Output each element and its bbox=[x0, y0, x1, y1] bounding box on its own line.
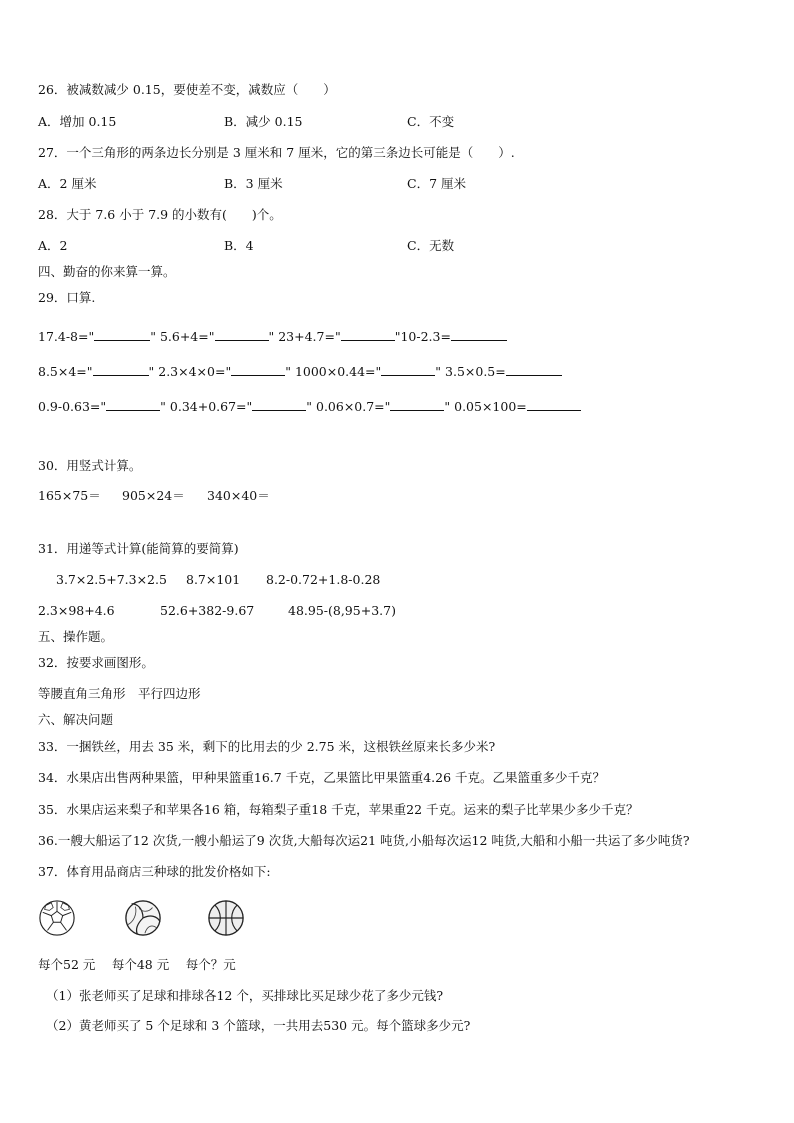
q31-r1-item-3: 8.2-0.72+1.8-0.28 bbox=[266, 572, 381, 587]
q29-r3-item4: " 0.05×100= bbox=[444, 399, 527, 414]
q27-option-a: A．2 厘米 bbox=[38, 176, 97, 191]
question-32-title: 32．按要求画图形。 bbox=[38, 655, 154, 670]
question-30-title: 30．用竖式计算。 bbox=[38, 458, 142, 473]
question-31-title: 31．用递等式计算(能简算的要简算) bbox=[38, 541, 239, 556]
q28-option-b: B．4 bbox=[224, 238, 254, 253]
basketball-icon bbox=[207, 899, 245, 937]
answer-blank[interactable] bbox=[93, 364, 149, 376]
q29-row-2 bbox=[38, 364, 562, 380]
answer-blank[interactable] bbox=[106, 399, 160, 411]
answer-blank[interactable] bbox=[451, 329, 507, 341]
q29-r1-item1: 17.4-8=" bbox=[38, 329, 95, 344]
question-27: 27．一个三角形的两条边长分别是 3 厘米和 7 厘米，它的第三条边长可能是（ ）. bbox=[38, 145, 515, 160]
q27-option-c: C．7 厘米 bbox=[407, 176, 466, 191]
answer-blank[interactable] bbox=[94, 329, 150, 341]
q26-option-b: B．减少 0.15 bbox=[224, 114, 303, 129]
q29-r1-item3: " 23+4.7=" bbox=[268, 329, 341, 344]
answer-blank[interactable] bbox=[231, 364, 285, 376]
q29-row-3 bbox=[38, 399, 581, 415]
q29-row-1 bbox=[38, 329, 507, 345]
q29-r1-item2: " 5.6+4=" bbox=[150, 329, 215, 344]
question-34: 34．水果店出售两种果篮，甲种果篮重16.7 千克，乙果篮比甲果篮重4.26 千克。乙果篮重多少千克？ bbox=[38, 770, 606, 785]
answer-blank[interactable] bbox=[341, 329, 395, 341]
q27-option-b: B．3 厘米 bbox=[224, 176, 283, 191]
answer-blank[interactable] bbox=[506, 364, 562, 376]
q26-option-a: A．增加 0.15 bbox=[38, 114, 117, 129]
q29-r3-item2: " 0.34+0.67=" bbox=[160, 399, 253, 414]
q37-prices: 每个52 元 每个48 元 每个？元 bbox=[38, 957, 236, 972]
soccer-ball-icon bbox=[38, 899, 76, 937]
answer-blank[interactable] bbox=[252, 399, 306, 411]
q29-r3-item1: 0.9-0.63=" bbox=[38, 399, 107, 414]
q37-sub-question-2: （2）黄老师买了 5 个足球和 3 个篮球，一共用去530 元。每个篮球多少元? bbox=[46, 1018, 471, 1033]
q29-r2-item2: " 2.3×4×0=" bbox=[148, 364, 232, 379]
question-33: 33．一捆铁丝，用去 35 米，剩下的比用去的少 2.75 米，这根铁丝原来长多少米? bbox=[38, 739, 496, 754]
q30-item-2: 905×24＝ bbox=[122, 488, 185, 503]
q28-option-c: C．无数 bbox=[407, 238, 455, 253]
q31-r2-item-1: 2.3×98+4.6 bbox=[38, 603, 115, 618]
question-28: 28．大于 7.6 小于 7.9 的小数有( )个。 bbox=[38, 207, 282, 222]
q30-item-3: 340×40＝ bbox=[207, 488, 270, 503]
section-4-heading: 四、勤奋的你来算一算。 bbox=[38, 264, 176, 279]
q29-r1-item4: "10-2.3= bbox=[394, 329, 451, 344]
q26-option-c: C．不变 bbox=[407, 114, 455, 129]
q29-r2-item3: " 1000×0.44=" bbox=[285, 364, 382, 379]
q31-r1-item-1: 3.7×2.5+7.3×2.5 bbox=[56, 572, 167, 587]
answer-blank[interactable] bbox=[390, 399, 444, 411]
question-29-title: 29．口算. bbox=[38, 290, 96, 305]
section-6-heading: 六、解决问题 bbox=[38, 712, 114, 727]
q29-r2-item1: 8.5×4=" bbox=[38, 364, 93, 379]
q37-sub-question-1: （1）张老师买了足球和排球各12 个，买排球比买足球少花了多少元钱? bbox=[46, 988, 444, 1003]
question-37-title: 37．体育用品商店三种球的批发价格如下: bbox=[38, 864, 271, 879]
question-36: 36.一艘大船运了12 次货,一艘小船运了9 次货,大船每次运21 吨货,小船每次运12 吨货,大船和小船一共运了多少吨货? bbox=[38, 833, 690, 848]
q29-r2-item4: " 3.5×0.5= bbox=[435, 364, 506, 379]
question-26: 26．被减数减少 0.15，要使差不变，减数应（ ） bbox=[38, 82, 336, 97]
question-35: 35．水果店运来梨子和苹果各16 箱，每箱梨子重18 千克，苹果重22 千克。运来的梨子比苹果少多少千克？ bbox=[38, 802, 639, 817]
section-5-heading: 五、操作题。 bbox=[38, 629, 114, 644]
answer-blank[interactable] bbox=[527, 399, 581, 411]
answer-blank[interactable] bbox=[381, 364, 435, 376]
q31-r1-item-2: 8.7×101 bbox=[186, 572, 241, 587]
volleyball-icon bbox=[124, 899, 162, 937]
answer-blank[interactable] bbox=[215, 329, 269, 341]
q29-r3-item3: " 0.06×0.7=" bbox=[306, 399, 391, 414]
q31-r2-item-3: 48.95-(8,95+3.7) bbox=[288, 603, 396, 618]
q32-shapes: 等腰直角三角形 平行四边形 bbox=[38, 686, 201, 701]
q31-r2-item-2: 52.6+382-9.67 bbox=[160, 603, 255, 618]
q28-option-a: A．2 bbox=[38, 238, 68, 253]
q30-item-1: 165×75＝ bbox=[38, 488, 101, 503]
